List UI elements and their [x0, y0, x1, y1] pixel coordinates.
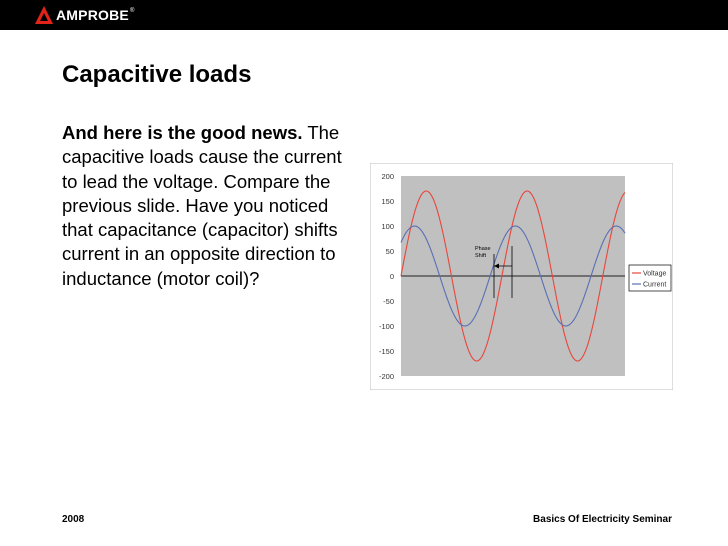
registered-mark: ® [129, 8, 135, 14]
y-tick-label: 50 [385, 247, 394, 256]
y-tick-label: 100 [381, 222, 394, 231]
y-tick-label: -50 [383, 297, 394, 306]
y-tick-label: 200 [381, 172, 394, 181]
amprobe-triangle-logo-icon [34, 5, 54, 25]
lead-body-text: The capacitive loads cause the current to lead the voltage. Compare the previous slide. Have you noticed that capacitance (capacitor) shifts current in an opposite direction to inductance (motor coil)? [62, 122, 342, 289]
y-tick-label: 150 [381, 197, 394, 206]
top-bar [0, 0, 728, 30]
y-tick-label: -100 [378, 322, 394, 331]
legend-label-current: Current [643, 281, 667, 289]
legend-label-voltage: Voltage [643, 270, 667, 278]
brand-name: AMPROBE [56, 7, 129, 23]
phase-shift-chart [370, 163, 673, 390]
slide-title: Capacitive loads [62, 61, 252, 88]
chart-svg [370, 163, 673, 390]
phase-shift-label: Shift [475, 253, 487, 259]
lead-bold-text: And here is the good news. [62, 122, 303, 143]
amprobe-logo [34, 5, 134, 25]
y-tick-label: -200 [378, 372, 394, 381]
y-tick-label: -150 [378, 347, 394, 356]
footer-seminar-title: Basics Of Electricity Seminar [533, 514, 672, 525]
y-tick-label: 0 [389, 272, 394, 281]
slide-body-text [62, 121, 362, 291]
footer-year: 2008 [62, 514, 85, 525]
phase-shift-label: Phase [475, 246, 491, 252]
